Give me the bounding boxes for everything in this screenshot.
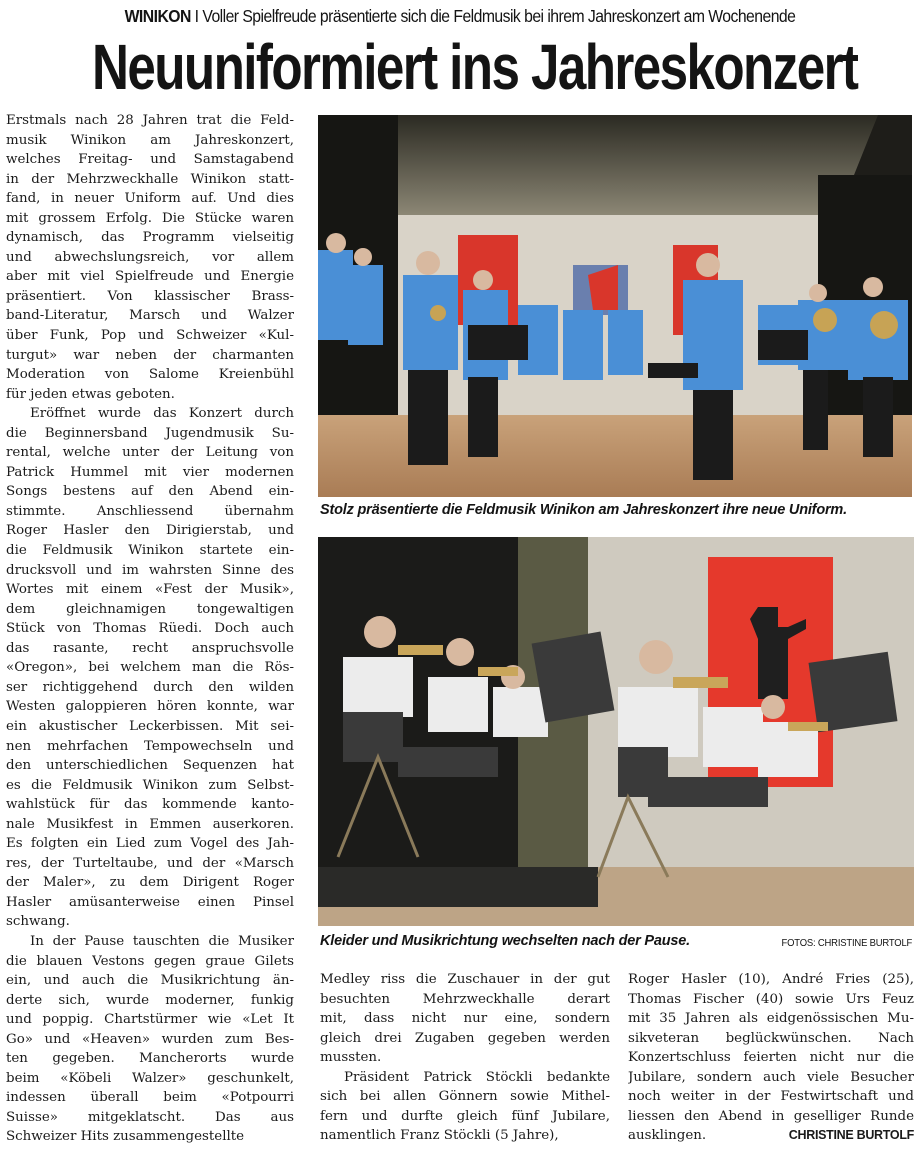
text-line: ein, und auch die Musikrichtung än- (6, 973, 294, 989)
kicker-text: Voller Spielfreude präsentierte sich die Feldmusik bei ihrem Jahreskonzert am Wochenende (202, 6, 796, 26)
text-line: die blauen Vestons gegen graue Gilets (6, 953, 294, 969)
headline: Neuuniformiert ins Jahreskonzert (92, 31, 858, 103)
text-line: Go» und «Heaven» wurden zum Bes- (6, 1031, 294, 1047)
text-line: nen mehrfachen Tempowechseln und (6, 738, 294, 754)
text-line: Konzertschluss feierten nicht nur die (628, 1050, 914, 1066)
text-line: noch weiter in der Festwirtschaft und (628, 1089, 914, 1105)
text-line: die Feldmusik Winikon startete ein- (6, 543, 294, 559)
article-column-1 (6, 111, 294, 1147)
text-line: band-Literatur, Marsch und Walzer (6, 308, 294, 324)
text-line: Thomas Fischer (40) sowie Urs Feuz (628, 991, 914, 1007)
text-line: Medley riss die Zuschauer in der gut (320, 972, 610, 987)
band-photo-image (318, 115, 912, 497)
text-line: «Oregon», bei welchem man die Rös- (6, 660, 294, 676)
text-line: Roger Hasler den Dirigierstab, und (6, 523, 294, 539)
byline: CHRISTINE BURTOLF (788, 1128, 914, 1143)
article-column-3 (628, 970, 914, 1146)
article-column-2 (320, 970, 610, 1146)
text-line: Präsident Patrick Stöckli bedankte (344, 1069, 610, 1085)
text-line: nale Musikfest in Emmen auserkoren. (6, 816, 294, 832)
text-line: dem gleichnamigen tongewaltigen (6, 601, 294, 617)
text-line: mit, dass nicht nur eine, sondern (320, 1011, 610, 1027)
text-line: schwang. (6, 914, 70, 930)
text-line: in der Mehrzweckhalle Winikon statt- (6, 171, 294, 187)
text-line: der Maler», zu dem Dirigent Roger (6, 875, 294, 891)
text-line: gleich drei Zugaben gegeben werden (320, 1030, 610, 1046)
text-line: präsentiert. Von klassischer Brass- (6, 288, 294, 304)
text-line: es die Feldmusik Winikon zum Selbst- (6, 777, 294, 793)
text-line: Stück von Thomas Rüedi. Doch auch (6, 621, 294, 637)
text-line: für jeden etwas geboten. (6, 386, 175, 402)
kicker-place: WINIKON (124, 6, 191, 26)
text-line: ten gegeben. Mancherorts wurde (6, 1051, 294, 1067)
text-line: mussten. (320, 1050, 382, 1066)
text-line: indessen überall beim «Potpourri (6, 1090, 294, 1106)
text-line: und abwechslungsreich, vor allem (6, 249, 294, 265)
text-line: Patrick Hummel mit vier modernen (6, 464, 294, 480)
photo-caption-2: Kleider und Musikrichtung wechselten nach der Pause. (320, 933, 690, 949)
text-line: derte sich, wurde moderner, funkig (6, 992, 294, 1008)
text-line: fand, in neuer Uniform auf. Und dies (6, 191, 294, 207)
text-line: welches Freitag- und Samstagabend (6, 152, 294, 168)
text-line: ser richtiggehend durch den wilden (6, 679, 294, 695)
text-line: mit 35 Jahren als eidgenössischen Mu- (628, 1011, 914, 1027)
text-line: res, der Turteltaube, und der «Marsch (6, 855, 294, 871)
photo-caption-1: Stolz präsentierte die Feldmusik Winikon am Jahreskonzert ihre neue Uniform. (320, 502, 847, 518)
text-line: rental, welche unter der Leitung von (6, 445, 294, 461)
text-line: Schweizer Hits zusammengestellte (6, 1129, 245, 1145)
text-line: Jubilare, sondern auch viele Besucher (628, 1069, 914, 1085)
text-line: aber mit viel Spielfreude und Energie (6, 269, 294, 285)
text-line: das rasante, recht anspruchsvolle (6, 640, 294, 656)
text-line: musik Winikon am Jahreskonzert, (6, 132, 294, 148)
photo-band-blue-uniforms (318, 115, 912, 497)
text-line: mit grossem Erfolg. Die Stücke waren (6, 210, 294, 226)
text-line: Erstmals nach 28 Jahren trat die Feld- (6, 113, 294, 128)
text-line: den unterschiedlichen Sequenzen hat (6, 758, 294, 774)
text-line: Songs bestens auf den Abend ein- (6, 484, 294, 500)
text-line: Roger Hasler (10), André Fries (25), (628, 972, 914, 987)
text-line: die Beginnersband Jugendmusik Su- (6, 425, 294, 441)
text-line: In der Pause tauschten die Musiker (30, 933, 294, 949)
text-line: sikveteran beglückwünschen. Nach (628, 1030, 914, 1046)
text-line: Hasler amüsanterweise einen Pinsel (6, 894, 294, 910)
text-line: Es folgten ein Lied zum Vogel des Jah- (6, 836, 294, 852)
text-line: ausklingen. CHRISTINE BURTOLF (628, 1126, 914, 1146)
text-line: liessen den Abend in geselliger Runde (628, 1108, 914, 1124)
text-line: Wortes mit einem «Fest der Musik», (6, 582, 294, 598)
text-line: ein akustischer Leckerbissen. Mit sei- (6, 718, 294, 734)
text-line: sich bei allen Gönnern sowie Mithel- (320, 1089, 610, 1105)
text-line: besuchten Mehrzweckhalle derart (320, 991, 610, 1007)
text-line: dynamisch, das Programm vielseitig (6, 230, 294, 246)
text-line: beim «Köbeli Walzer» geschunkelt, (6, 1070, 294, 1086)
text-line: und poppig. Chartstürmer wie «Let It (6, 1012, 294, 1028)
text-line: fern und durfte gleich fünf Jubilare, (320, 1108, 610, 1124)
text-line: Westen galoppieren hören konnte, war (6, 699, 294, 715)
text-line: turgut» war neben der charmanten (6, 347, 294, 363)
kicker-separator: I (190, 6, 203, 26)
trumpets-photo-image (318, 537, 914, 926)
text-line: Eröffnet wurde das Konzert durch (30, 406, 294, 422)
text-line: drucksvoll und im wahrsten Sinne des (6, 562, 294, 578)
text-line: wahlstück für das kommende kanto- (6, 797, 294, 813)
text-line: Suisse» mitgeklatscht. Das aus (6, 1109, 294, 1125)
text-line: stimmte. Anschliessend übernahm (6, 503, 294, 519)
kicker (46, 6, 874, 27)
text-line: über Funk, Pop und Schweizer «Kul- (6, 328, 294, 344)
photo-band-grey-gilets (318, 537, 914, 926)
photo-credit: FOTOS: CHRISTINE BURTOLF (781, 937, 912, 949)
text-line: Moderation von Salome Kreienbühl (6, 367, 294, 383)
text-line: namentlich Franz Stöckli (5 Jahre), (320, 1128, 559, 1144)
